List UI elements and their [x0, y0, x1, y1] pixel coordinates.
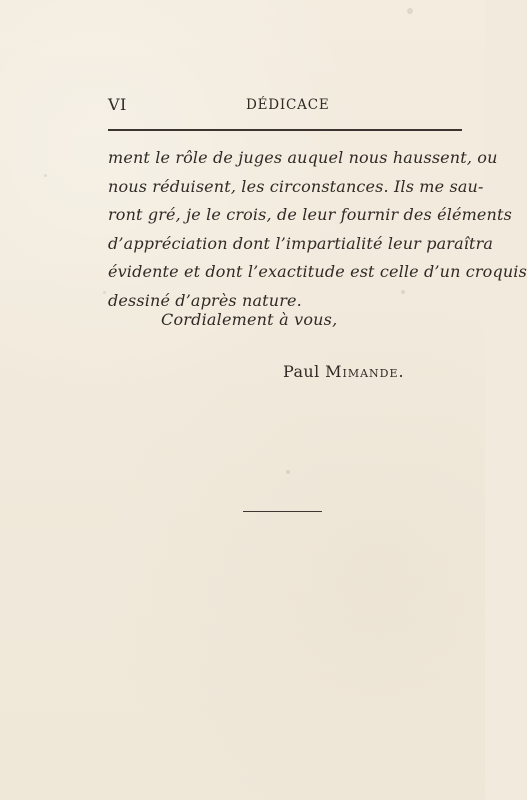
- text-line: d’appréciation dont l’impartialité leur paraîtra: [108, 233, 494, 253]
- signature-last-name: Mimande.: [325, 362, 405, 381]
- paper-speck: [44, 174, 47, 177]
- text-line: ront gré, je le crois, de leur fournir des éléments: [108, 205, 512, 224]
- text-line: nous réduisent, les circonstances. Ils me sau-: [108, 176, 484, 196]
- paper-speck: [286, 470, 290, 474]
- closing-line: Cordialement à vous,: [161, 310, 338, 329]
- text-line: ment le rôle de juges auquel nous haussent, ou: [108, 148, 498, 167]
- paper-speck: [103, 291, 106, 294]
- header-rule: [108, 129, 462, 131]
- signature-first-name: Paul: [283, 362, 320, 381]
- text-line: évidente et dont l’exactitude est celle d’un croquis: [108, 262, 527, 281]
- signature: [283, 362, 405, 381]
- page-number: VI: [108, 95, 127, 114]
- paper-speck: [407, 8, 413, 14]
- text-line: dessiné d’après nature.: [108, 290, 302, 310]
- page-title: DÉDICACE: [246, 97, 330, 113]
- dedication-text: [108, 144, 527, 315]
- end-rule: [243, 511, 322, 512]
